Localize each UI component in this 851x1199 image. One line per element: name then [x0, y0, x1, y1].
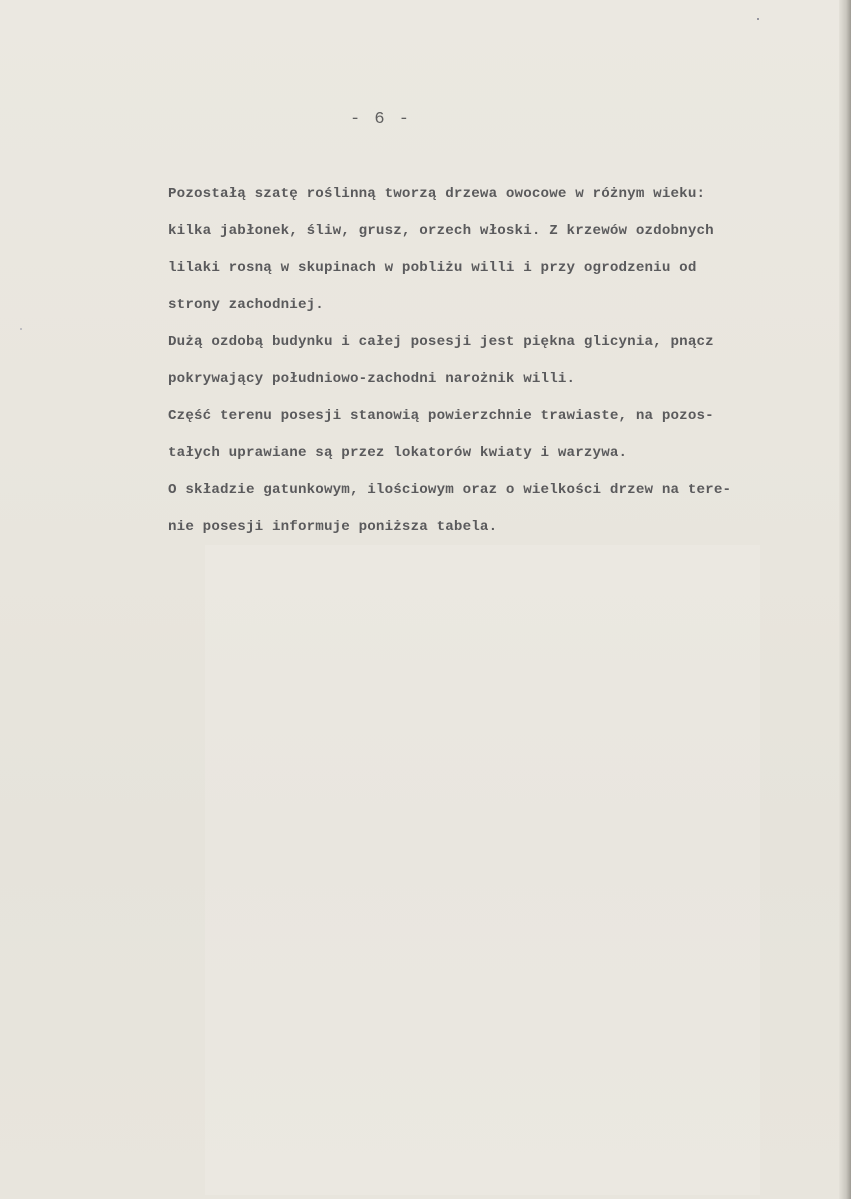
- ink-speck: [757, 18, 759, 20]
- text-line: strony zachodniej.: [168, 297, 324, 313]
- text-line: Część terenu posesji stanowią powierzchnie trawiaste, na pozos-: [168, 408, 714, 424]
- text-line: Pozostałą szatę roślinną tworzą drzewa owocowe w różnym wieku:: [168, 186, 706, 202]
- text-line: pokrywający południowo-zachodni narożnik willi.: [168, 371, 576, 387]
- ink-speck: [20, 328, 22, 330]
- text-line: tałych uprawiane są przez lokatorów kwiaty i warzywa.: [168, 445, 628, 461]
- paper-discoloration: [205, 545, 760, 1195]
- text-line: Dużą ozdobą budynku i całej posesji jest piękna glicynia, pnącz: [168, 334, 714, 350]
- body-paragraph: [168, 176, 828, 546]
- text-line: O składzie gatunkowym, ilościowym oraz o wielkości drzew na tere-: [168, 482, 732, 498]
- text-line: kilka jabłonek, śliw, grusz, orzech włoski. Z krzewów ozdobnych: [168, 223, 714, 239]
- paper-edge-shadow: [839, 0, 851, 1199]
- text-line: lilaki rosną w skupinach w pobliżu willi i przy ogrodzeniu od: [168, 260, 697, 276]
- text-line: nie posesji informuje poniższa tabela.: [168, 519, 498, 535]
- page-number: - 6 -: [350, 110, 412, 129]
